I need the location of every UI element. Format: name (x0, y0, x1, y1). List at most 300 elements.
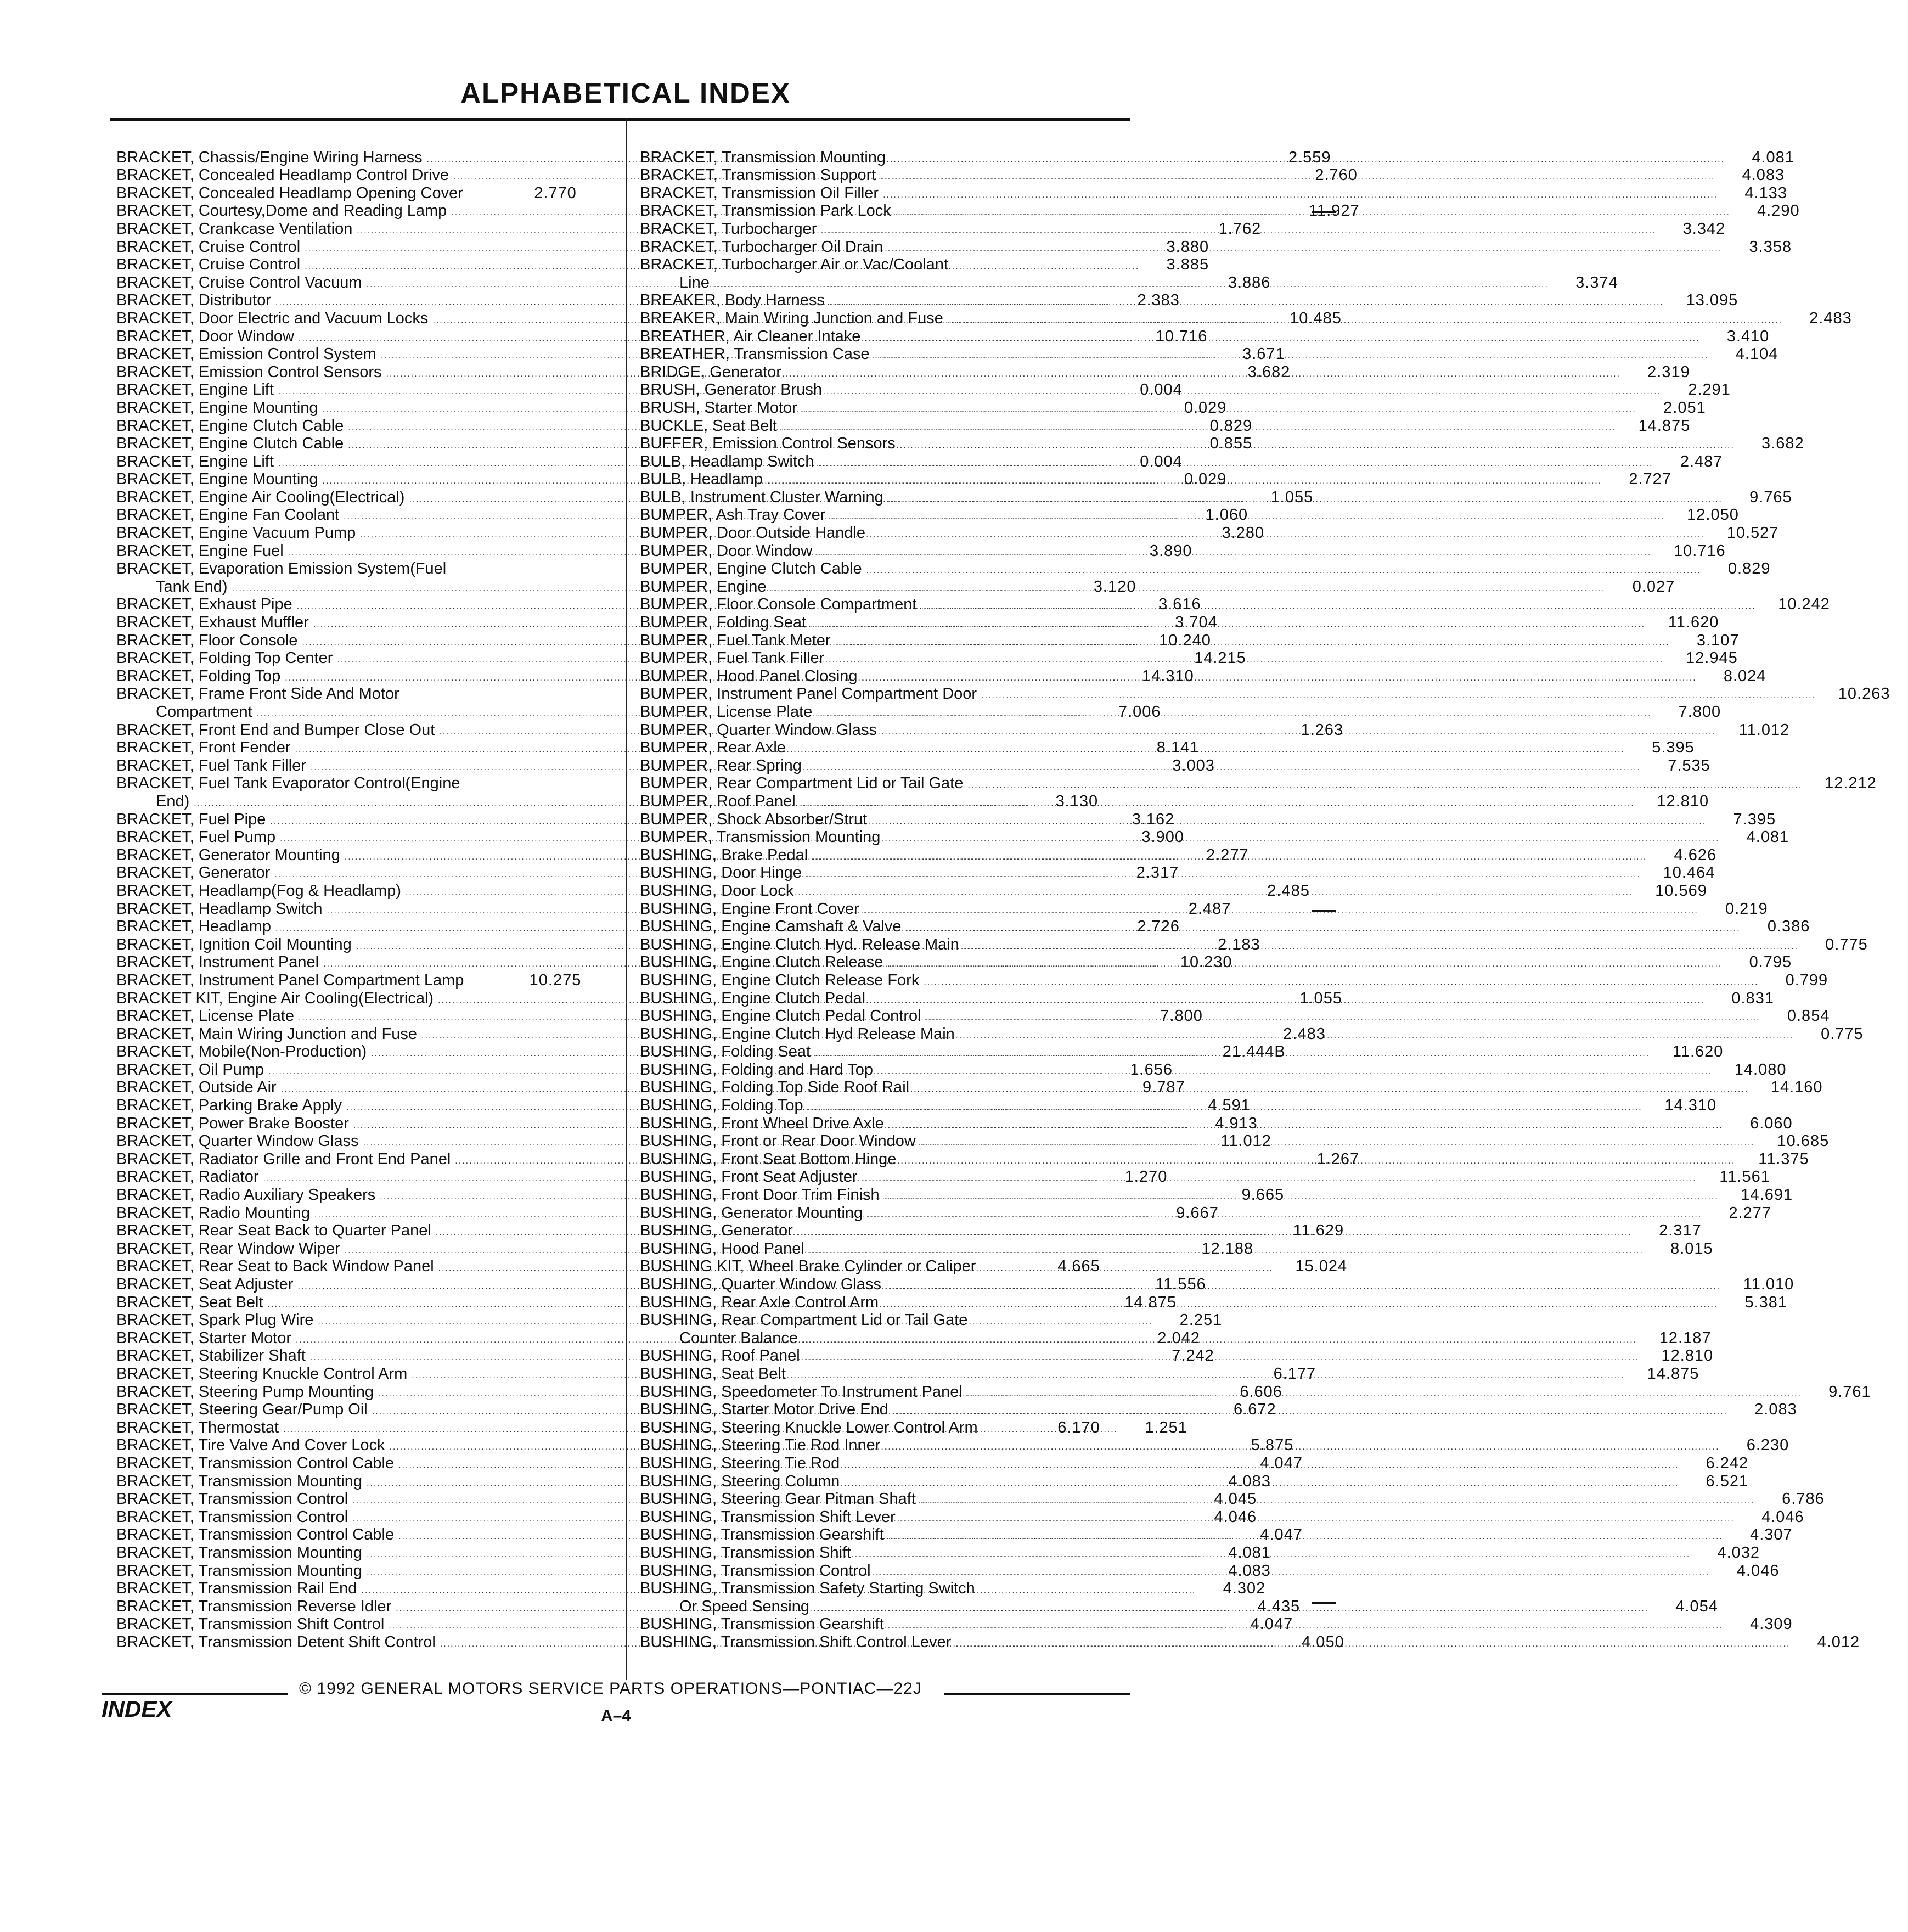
entry-label: BRACKET, Stabilizer Shaft (116, 1347, 306, 1365)
entry-label: BRACKET, Oil Pump (116, 1060, 264, 1079)
dot-leader (812, 846, 1647, 864)
entry-label: BRACKET, Steering Knuckle Control Arm (116, 1364, 408, 1383)
entry-page-number: 6.177 (1273, 1364, 1316, 1383)
entry-page-number: 2.042 (1157, 1329, 1200, 1347)
entry-page-number: 2.183 (1218, 935, 1260, 953)
entry-label: BRACKET, Steering Gear/Pump Oil (116, 1401, 368, 1419)
entry-page-number: 2.559 (1288, 148, 1331, 166)
entry-page-number: 10.527 (1726, 524, 1779, 542)
entry-label: BUSHING, Starter Motor Drive End (640, 1401, 888, 1419)
dot-leader (914, 1079, 1748, 1096)
entry-page-number: 8.141 (1156, 739, 1200, 757)
entry-page-number: 4.081 (1746, 828, 1789, 846)
entry-page-number: 3.880 (1166, 238, 1209, 256)
dot-leader (870, 990, 1704, 1007)
entry-page-number: 3.682 (1761, 435, 1804, 453)
entry-page-number: 4.133 (1744, 184, 1787, 202)
entry-label: BRUSH, Generator Brush (640, 381, 823, 399)
dot-leader (797, 1222, 1632, 1239)
entry-page-number: 10.464 (1663, 864, 1715, 882)
page-number: A–4 (601, 1707, 632, 1725)
entry-label: BUMPER, Engine Clutch Cable (640, 560, 862, 578)
entry-label: BUSHING, Engine Clutch Hyd. Release Main (640, 935, 959, 953)
entry-page-number: 1.267 (1316, 1150, 1360, 1168)
entry-label: BRACKET, Generator (116, 864, 271, 882)
entry-page-number: 2.317 (1659, 1222, 1702, 1240)
entry-page-number: 10.716 (1673, 542, 1726, 560)
entry-page-number: 3.374 (1575, 273, 1618, 291)
entry-page-number: 0.775 (1821, 1025, 1864, 1043)
entry-page-number: 2.760 (1315, 166, 1358, 184)
entry-label: BRACKET, Transmission Oil Filler (640, 184, 879, 202)
entry-label: BUSHING, Rear Compartment Lid or Tail Gate (640, 1311, 968, 1329)
entry-page-number: 7.535 (1668, 756, 1710, 774)
entry-page-number: 6.786 (1782, 1490, 1825, 1508)
dot-leader (888, 1615, 1723, 1633)
entry-page-number: 10.240 (1159, 631, 1211, 649)
entry-label: BRACKET, Floor Console (116, 631, 298, 649)
title-rule (110, 118, 1130, 121)
entry-page-number: 1.060 (1205, 506, 1248, 524)
entry-page-number: 4.050 (1302, 1633, 1344, 1651)
entry-page-number: 14.691 (1741, 1186, 1793, 1204)
entry-label: BRACKET, Door Electric and Vacuum Locks (116, 309, 429, 327)
entry-label: BRACKET, Mobile(Non-Production) (116, 1043, 367, 1061)
entry-page-number: 10.685 (1777, 1132, 1830, 1150)
entry-page-number: 11.561 (1719, 1168, 1770, 1186)
dot-leader (871, 811, 1706, 828)
dot-leader (798, 882, 1633, 900)
entry-page-number: 6.672 (1234, 1401, 1276, 1419)
entry-label: BRACKET, Fuel Pipe (116, 810, 266, 828)
entry-label: BUSHING, Transmission Shift (640, 1543, 852, 1562)
entry-label: BRACKET, Starter Motor (116, 1329, 292, 1347)
dot-leader (900, 1508, 1735, 1526)
entry-page-number: 2.319 (1647, 363, 1690, 381)
entry-label: BUSHING, Engine Front Cover (640, 900, 859, 918)
dot-leader (887, 953, 1722, 971)
entry-label: BUSHING, Folding and Hard Top (640, 1060, 874, 1079)
entry-page-number: 0.029 (1184, 398, 1227, 417)
entry-label: BRACKET, Folding Top (116, 667, 281, 685)
entry-label: BRACKET, Headlamp Switch (116, 900, 323, 918)
dot-leader (948, 310, 1782, 327)
entry-label: BRACKET, Front Fender (116, 739, 291, 757)
dot-leader (821, 220, 1656, 238)
entry-label: BRACKET, Concealed Headlamp Opening Cover (116, 184, 463, 202)
dot-leader (819, 453, 1653, 470)
dot-leader (786, 363, 1620, 381)
dot-leader (468, 184, 507, 202)
entry-label: BRACKET, Emission Control System (116, 345, 376, 363)
entry-label: BRACKET, Evaporation Emission System(Fuel (116, 560, 447, 578)
index-entry (116, 560, 599, 578)
entry-page-number: 14.310 (1664, 1097, 1717, 1115)
entry-page-number: 7.242 (1172, 1347, 1214, 1365)
entry-label: BRACKET, Engine Clutch Cable (116, 417, 344, 435)
entry-page-number: 4.081 (1228, 1543, 1271, 1562)
entry-page-number: 4.081 (1752, 148, 1794, 166)
entry-label: BUMPER, Door Window (640, 542, 813, 560)
entry-label: BUSHING, Engine Clutch Pedal Control (640, 1007, 921, 1025)
entry-page-number: 6.230 (1746, 1436, 1789, 1454)
entry-label: BUSHING, Steering Gear Pitman Shaft (640, 1490, 916, 1508)
dot-leader (959, 1025, 1794, 1043)
entry-label: BUSHING, Engine Clutch Release (640, 953, 883, 971)
entry-page-number: 13.095 (1686, 291, 1738, 310)
entry-label: BREAKER, Body Harness (640, 291, 825, 310)
entry-label: BUSHING, Engine Clutch Release Fork (640, 971, 920, 989)
entry-label: BRIDGE, Generator (640, 363, 781, 381)
entry-label: BUSHING, Door Lock (640, 881, 794, 900)
dot-leader (804, 1347, 1639, 1364)
dot-leader (802, 399, 1636, 417)
entry-page-number: 3.120 (1093, 577, 1136, 596)
entry-label: BUSHING, Rear Axle Control Arm (640, 1293, 879, 1311)
entry-label: BRACKET, Front End and Bumper Close Out (116, 721, 435, 739)
entry-page-number: 4.012 (1817, 1633, 1860, 1651)
entry-label: BUFFER, Emission Control Sensors (640, 435, 896, 453)
entry-label: BRACKET, Fuel Pump (116, 828, 276, 846)
entry-label: BRACKET, Thermostat (116, 1418, 279, 1436)
entry-label: BRACKET, Transmission Rail End (116, 1580, 357, 1598)
entry-label: BUSHING, Brake Pedal (640, 846, 808, 864)
entry-page-number: 7.800 (1160, 1007, 1203, 1025)
entry-label: BRACKET, Frame Front Side And Motor (116, 685, 399, 703)
entry-label: BRACKET, Concealed Headlamp Control Drive (116, 166, 449, 184)
entry-label: BRACKET, Tire Valve And Cover Lock (116, 1436, 385, 1454)
entry-page-number: 11.927 (1309, 202, 1360, 220)
entry-label: BRACKET, Turbocharger (640, 220, 817, 238)
entry-page-number: 6.170 (1057, 1418, 1100, 1436)
entry-page-number: 2.277 (1206, 846, 1249, 864)
dot-leader (806, 864, 1641, 881)
dot-leader (771, 578, 1606, 596)
entry-page-number: 12.050 (1687, 506, 1739, 524)
entry-page-number: 4.083 (1742, 166, 1785, 184)
margin-mark (1312, 211, 1336, 213)
entry-label: BUSHING, Folding Seat (640, 1043, 811, 1061)
entry-page-number: 14.080 (1734, 1060, 1787, 1079)
entry-label: BRUSH, Starter Motor (640, 398, 797, 417)
entry-label: BUMPER, License Plate (640, 703, 813, 721)
entry-label: BUMPER, Instrument Panel Compartment Door (640, 685, 977, 703)
entry-page-number: 8.015 (1670, 1239, 1713, 1257)
index-entry (640, 1418, 1123, 1436)
entry-label: BUSHING, Front Seat Adjuster (640, 1168, 858, 1186)
dot-leader (888, 1115, 1723, 1132)
entry-label: BRACKET, Transmission Detent Shift Control (116, 1633, 436, 1651)
entry-page-number: 9.787 (1142, 1079, 1185, 1097)
entry-label: BUSHING, Door Hinge (640, 864, 802, 882)
entry-label: BRACKET, Spark Plug Wire (116, 1311, 314, 1329)
entry-page-number: 0.029 (1184, 470, 1227, 488)
entry-page-number: 2.317 (1136, 864, 1179, 882)
dot-leader (829, 291, 1664, 309)
entry-label: Tank End) (156, 577, 228, 596)
dot-leader (829, 649, 1663, 667)
entry-page-number: 6.521 (1706, 1472, 1749, 1490)
dot-leader (817, 703, 1651, 721)
entry-page-number: 10.716 (1155, 327, 1208, 345)
index-entry (116, 184, 599, 202)
entry-page-number: 0.775 (1825, 935, 1868, 953)
entry-label: BRACKET, Engine Vacuum Pump (116, 524, 356, 542)
entry-page-number: 14.215 (1194, 649, 1246, 667)
entry-label: BRACKET, Transmission Control Cable (116, 1454, 395, 1472)
entry-page-number: 1.762 (1218, 220, 1262, 238)
dot-leader (981, 685, 1816, 703)
entry-label: BUSHING, Front or Rear Door Window (640, 1132, 916, 1150)
dot-leader (800, 793, 1635, 810)
entry-label: BRACKET, Headlamp(Fog & Headlamp) (116, 881, 401, 900)
entry-label: BREATHER, Transmission Case (640, 345, 870, 363)
entry-page-number: 4.435 (1257, 1597, 1301, 1615)
entry-label: BRACKET, Engine Fuel (116, 542, 284, 560)
entry-label: BRACKET, Folding Top Center (116, 649, 333, 667)
dot-leader (893, 1401, 1727, 1418)
entry-page-number: 9.761 (1828, 1383, 1871, 1401)
entry-label: BRACKET, Quarter Window Glass (116, 1132, 359, 1150)
entry-page-number: 12.188 (1201, 1239, 1254, 1257)
dot-leader (921, 596, 1755, 613)
entry-page-number: 4.083 (1228, 1472, 1271, 1490)
entry-label: BRACKET, Crankcase Ventilation (116, 220, 353, 238)
footer-rule (102, 1693, 288, 1695)
entry-label: BUSHING, Steering Tie Rod Inner (640, 1436, 881, 1454)
entry-page-number: 1.656 (1130, 1060, 1173, 1079)
dot-leader (880, 166, 1715, 184)
entry-label: BRACKET, Rear Window Wiper (116, 1239, 340, 1257)
entry-page-number: 10.275 (529, 971, 582, 989)
entry-page-number: 2.726 (1137, 918, 1180, 936)
entry-label: BUSHING, Transmission Shift Lever (640, 1508, 896, 1526)
entry-label: BRACKET, Parking Brake Apply (116, 1097, 342, 1115)
entry-label: BRACKET, Transmission Reverse Idler (116, 1597, 392, 1615)
entry-label: BRACKET, Engine Clutch Cable (116, 435, 344, 453)
entry-page-number: 7.395 (1733, 810, 1776, 828)
dot-leader (808, 1097, 1642, 1114)
dot-leader (835, 632, 1670, 649)
entry-label: BRACKET, Transmission Mounting (116, 1562, 363, 1580)
entry-page-number: 1.263 (1301, 721, 1344, 739)
entry-label: BUMPER, Rear Spring (640, 756, 802, 774)
entry-page-number: 4.045 (1214, 1490, 1257, 1508)
entry-page-number: 11.620 (1672, 1043, 1724, 1061)
dot-leader (814, 1598, 1648, 1615)
entry-page-number: 0.854 (1787, 1007, 1830, 1025)
dot-leader (817, 542, 1651, 560)
entry-label: BREATHER, Air Cleaner Intake (640, 327, 861, 345)
entry-page-number: 3.682 (1247, 363, 1291, 381)
entry-label: BRACKET, Engine Air Cooling(Electrical) (116, 488, 405, 506)
entry-page-number: 2.051 (1663, 398, 1706, 417)
dot-leader (900, 435, 1735, 452)
entry-label: BRACKET, Engine Mounting (116, 398, 318, 417)
entry-page-number: 12.212 (1825, 774, 1877, 793)
entry-label: BUSHING, Hood Panel (640, 1239, 804, 1257)
entry-label: BRACKET, Radio Mounting (116, 1204, 310, 1222)
entry-label: BRACKET, Emission Control Sensors (116, 363, 382, 381)
dot-leader (955, 1633, 1790, 1651)
entry-page-number: 3.003 (1172, 756, 1215, 774)
entry-page-number: 4.307 (1750, 1526, 1793, 1544)
index-entry (640, 1311, 1123, 1329)
entry-label: Line (679, 273, 710, 291)
entry-page-number: 2.487 (1188, 900, 1231, 918)
dot-leader (967, 774, 1802, 792)
dot-leader (874, 345, 1708, 363)
dot-leader (884, 1186, 1719, 1204)
entry-page-number: 3.162 (1132, 810, 1175, 828)
dot-leader (885, 1436, 1719, 1454)
entry-label: Or Speed Sensing (679, 1597, 809, 1615)
entry-label: BUSHING, Transmission Shift Control Lever (640, 1633, 952, 1651)
entry-page-number: 2.483 (1809, 309, 1852, 327)
entry-label: BRACKET, Cruise Control (116, 238, 301, 256)
entry-label: BRACKET, Turbocharger Air or Vac/Coolant (640, 256, 948, 274)
dot-leader (844, 1473, 1679, 1490)
entry-page-number: 3.890 (1149, 542, 1192, 560)
entry-label: BUSHING, Quarter Window Glass (640, 1276, 881, 1293)
dot-leader (980, 1257, 1031, 1275)
entry-label: BUSHING, Roof Panel (640, 1347, 800, 1365)
entry-label: BUMPER, Door Outside Handle (640, 524, 865, 542)
dot-leader (802, 1329, 1637, 1347)
entry-page-number: 0.386 (1767, 918, 1810, 936)
entry-page-number: 0.219 (1725, 900, 1768, 918)
entry-label: BUSHING, Engine Clutch Pedal (640, 989, 866, 1007)
entry-page-number: 0.829 (1727, 560, 1771, 578)
entry-label: BRACKET, Exhaust Pipe (116, 596, 292, 614)
entry-page-number: 11.010 (1743, 1276, 1794, 1293)
entry-page-number: 10.263 (1838, 685, 1890, 703)
entry-page-number: 9.667 (1176, 1204, 1219, 1222)
entry-page-number: 2.727 (1629, 470, 1671, 488)
dot-leader (790, 1365, 1625, 1383)
entry-page-number: 2.083 (1754, 1401, 1797, 1419)
dot-leader (906, 918, 1741, 935)
footer-section-label: INDEX (102, 1696, 172, 1722)
entry-page-number: 2.487 (1680, 452, 1723, 470)
entry-page-number: 4.046 (1761, 1508, 1804, 1526)
entry-label: BUMPER, Roof Panel (640, 792, 796, 810)
dot-leader (855, 1544, 1690, 1562)
entry-label: BRACKET, Fuel Tank Evaporator Control(Engine (116, 774, 460, 793)
entry-page-number: 2.770 (534, 184, 577, 202)
entry-label: BRACKET, Chassis/Engine Wiring Harness (116, 148, 423, 166)
entry-page-number: 12.187 (1659, 1329, 1712, 1347)
dot-leader (885, 828, 1719, 846)
entry-label: BUSHING, Generator (640, 1222, 793, 1240)
entry-page-number: 3.342 (1682, 220, 1726, 238)
entry-page-number: 11.629 (1293, 1222, 1344, 1240)
dot-leader (875, 1562, 1710, 1580)
entry-label: BUMPER, Transmission Mounting (640, 828, 881, 846)
dot-leader (806, 757, 1641, 774)
dot-leader (888, 1526, 1723, 1543)
entry-label: BRACKET, Instrument Panel (116, 953, 319, 971)
entry-label: BUSHING, Speedometer To Instrument Panel (640, 1383, 963, 1401)
entry-page-number: 0.027 (1632, 577, 1675, 596)
index-entry (640, 1257, 1123, 1276)
entry-page-number: 11.556 (1155, 1276, 1206, 1293)
entry-label: BRACKET KIT, Engine Air Cooling(Electrical) (116, 989, 434, 1007)
dot-leader (890, 149, 1725, 166)
entry-page-number: 4.626 (1674, 846, 1717, 864)
dot-leader (830, 506, 1664, 524)
entry-page-number: 3.671 (1242, 345, 1285, 363)
entry-label: BRACKET, Transmission Mounting (116, 1543, 363, 1562)
entry-label: BRACKET, Transmission Mounting (640, 148, 886, 166)
entry-label: BRACKET, Transmission Shift Control (116, 1615, 385, 1633)
entry-page-number: 8.024 (1723, 667, 1766, 685)
entry-page-number: 6.606 (1240, 1383, 1282, 1401)
entry-page-number: 0.855 (1209, 435, 1253, 453)
entry-label: BUMPER, Folding Seat (640, 614, 807, 632)
dot-leader (967, 1383, 1802, 1401)
dot-leader (926, 1007, 1760, 1025)
entry-label: BUMPER, Engine (640, 577, 767, 596)
index-entry (640, 792, 1709, 810)
entry-label: BUSHING, Engine Clutch Hyd Release Main (640, 1025, 955, 1043)
entry-label: BUMPER, Fuel Tank Filler (640, 649, 825, 667)
dot-leader (844, 1454, 1679, 1472)
entry-page-number: 11.375 (1758, 1150, 1809, 1168)
index-entry (640, 560, 1771, 578)
entry-page-number: 11.012 (1220, 1132, 1271, 1150)
entry-page-number: 11.012 (1738, 721, 1790, 739)
entry-page-number: 2.485 (1267, 881, 1310, 900)
entry-page-number: 1.251 (1145, 1418, 1187, 1436)
entry-page-number: 10.485 (1290, 309, 1342, 327)
dot-leader (877, 1061, 1712, 1079)
entry-page-number: 12.810 (1661, 1347, 1714, 1365)
entry-label: BRACKET, Seat Belt (116, 1293, 263, 1311)
entry-label: BRACKET, Rear Seat to Back Window Panel (116, 1257, 434, 1276)
entry-page-number: 4.591 (1208, 1097, 1251, 1115)
entry-page-number: 12.945 (1686, 649, 1738, 667)
entry-page-number: 5.875 (1251, 1436, 1294, 1454)
entry-label: BUMPER, Shock Absorber/Strut (640, 810, 868, 828)
entry-page-number: 4.665 (1057, 1257, 1100, 1276)
entry-label: BUSHING, Generator Mounting (640, 1204, 863, 1222)
page-title: ALPHABETICAL INDEX (460, 77, 791, 109)
entry-label: BUCKLE, Seat Belt (640, 417, 777, 435)
entry-page-number: 14.875 (1124, 1293, 1177, 1311)
index-entry (640, 184, 1787, 202)
entry-label: BRACKET, Exhaust Muffler (116, 614, 309, 632)
entry-label: BRACKET, Engine Lift (116, 381, 274, 399)
entry-label: BUMPER, Rear Compartment Lid or Tail Gate (640, 774, 964, 793)
entry-label: BRACKET, Engine Lift (116, 452, 274, 470)
entry-label: BRACKET, Radiator Grille and Front End Panel (116, 1150, 451, 1168)
entry-label: BRACKET, Transmission Mounting (116, 1472, 363, 1490)
dot-leader (881, 721, 1716, 739)
entry-page-number: 15.024 (1295, 1257, 1348, 1276)
entry-label: Compartment (156, 703, 252, 721)
entry-label: BUSHING, Folding Top Side Roof Rail (640, 1079, 910, 1097)
entry-label: BUSHING, Front Seat Bottom Hinge (640, 1150, 897, 1168)
entry-label: BRACKET, Engine Fan Coolant (116, 506, 340, 524)
entry-label: BRACKET, Outside Air (116, 1079, 277, 1097)
dot-leader (920, 1490, 1755, 1508)
entry-page-number: 21.444B (1222, 1043, 1286, 1061)
entry-page-number: 4.047 (1250, 1615, 1293, 1633)
entry-page-number: 6.060 (1750, 1114, 1793, 1132)
dot-leader (468, 971, 507, 989)
entry-label: BUSHING, Steering Tie Rod (640, 1454, 840, 1472)
